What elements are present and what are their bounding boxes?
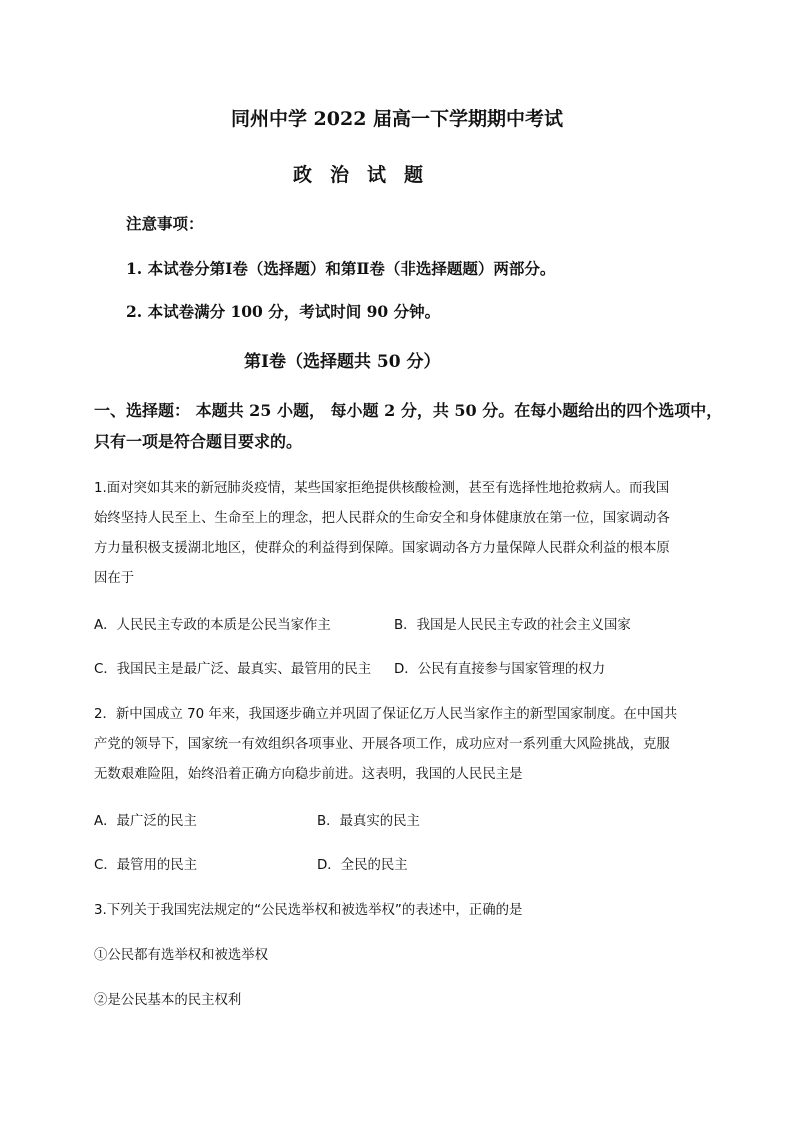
q2-option-d: D．全民的民主 [317, 858, 408, 873]
q1-option-a: A．人民民主专政的本质是公民当家作主 [94, 618, 331, 633]
section-instruction-line-1: 一、选择题： 本题共 25 小题， 每小题 2 分，共 50 分。在每小题给出的四个选项中， [94, 401, 723, 420]
q3-statement-1: ①公民都有选举权和被选举权 [94, 948, 269, 963]
exam-title: 同州中学 2022 届高一下学期期中考试 [230, 108, 564, 130]
q2-option-a: A．最广泛的民主 [94, 814, 197, 829]
q3-stem-line-1: 3.下列关于我国宪法规定的“公民选举权和被选举权”的表述中，正确的是 [94, 903, 523, 918]
section-title: 第Ⅰ卷（选择题共 50 分） [244, 352, 441, 372]
q1-option-c: C．我国民主是最广泛、最真实、最管用的民主 [94, 662, 372, 677]
q2-stem-line-3: 无数艰难险阻，始终沿着正确方向稳步前进。这表明，我国的人民民主是 [94, 767, 523, 782]
section-instruction-line-2: 只有一项是符合题目要求的。 [94, 432, 303, 451]
exam-subtitle: 政治试题 [293, 164, 442, 186]
q1-stem-line-2: 始终坚持人民至上、生命至上的理念，把人民群众的生命安全和身体健康放在第一位，国家调动各 [94, 511, 670, 526]
q1-stem-line-4: 因在于 [94, 571, 135, 586]
q3-statement-2: ②是公民基本的民主权利 [94, 993, 242, 1008]
note-item-1: 1. 本试卷分第Ⅰ卷（选择题）和第Ⅱ卷（非选择题题）两部分。 [126, 259, 556, 278]
notes-heading: 注意事项： [126, 214, 204, 233]
q1-option-d: D．公民有直接参与国家管理的权力 [394, 662, 606, 677]
q1-option-b: B．我国是人民民主专政的社会主义国家 [394, 618, 631, 633]
q2-stem-line-1: 2．新中国成立 70 年来，我国逐步确立并巩固了保证亿万人民当家作主的新型国家制度。在中国共 [94, 707, 678, 722]
q2-option-c: C．最管用的民主 [94, 858, 198, 873]
q2-stem-line-2: 产党的领导下，国家统一有效组织各项事业、开展各项工作，成功应对一系列重大风险挑战，克服 [94, 737, 670, 752]
q1-stem-line-1: 1.面对突如其来的新冠肺炎疫情，某些国家拒绝提供核酸检测，甚至有选择性地抢救病人。而我国 [94, 481, 670, 496]
q1-stem-line-3: 方力量积极支援湖北地区，使群众的利益得到保障。国家调动各方力量保障人民群众利益的根本原 [94, 541, 670, 556]
q2-option-b: B．最真实的民主 [317, 814, 420, 829]
note-item-2: 2. 本试卷满分 100 分，考试时间 90 分钟。 [126, 302, 441, 321]
